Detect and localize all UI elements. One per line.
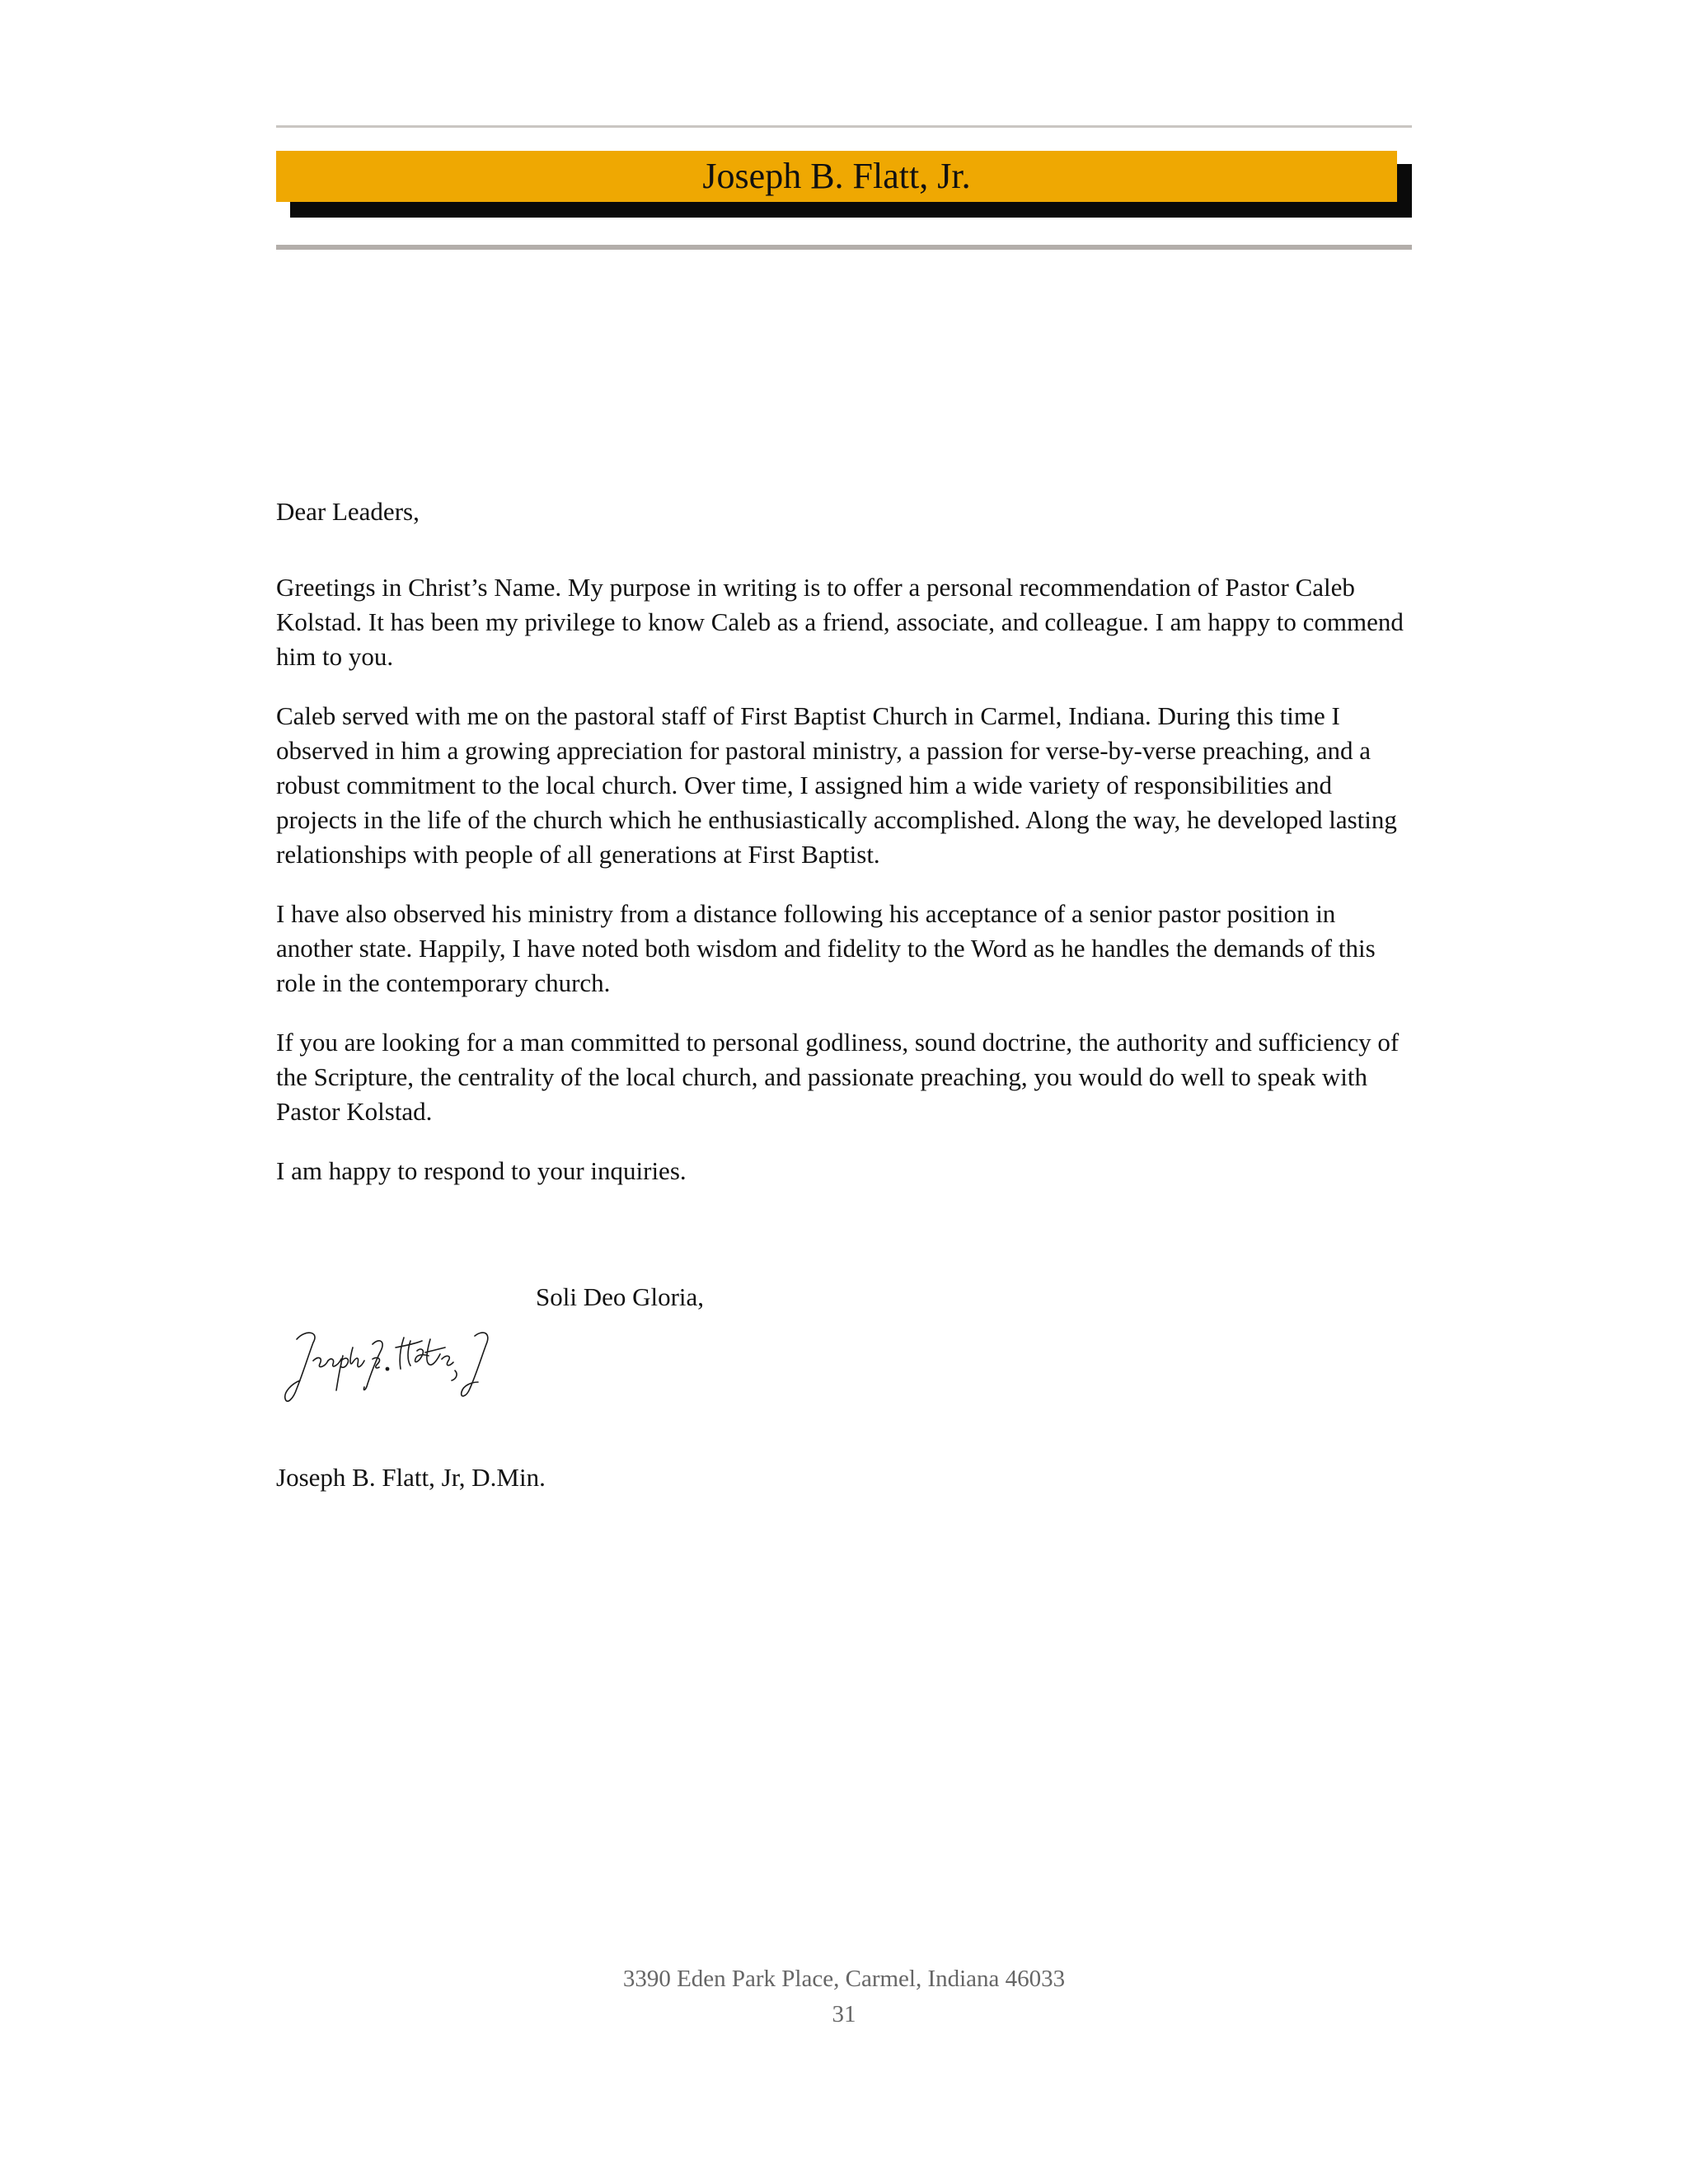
footer-address: 3390 Eden Park Place, Carmel, Indiana 46033 xyxy=(622,1966,1066,1992)
signer-name: Joseph B. Flatt, Jr, D.Min. xyxy=(276,1463,546,1492)
paragraph-greeting: Greetings in Christ’s Name. My purpose in writing is to offer a personal recommendation of Pastor Caleb Kolstad. It has been my privilege to know Caleb as a friend, associate, and colleague. I am happy to commend him to you. xyxy=(276,573,1404,671)
letterhead-top-rule xyxy=(276,125,1412,128)
letterhead-bottom-rule xyxy=(276,245,1412,250)
paragraph-recommendation: If you are looking for a man committed to personal godliness, sound doctrine, the authority and sufficiency of the Scripture, the centrality of the local church, and passionate preaching, you would do well to speak with Pastor Kolstad. xyxy=(276,1028,1400,1126)
closing: Soli Deo Gloria, xyxy=(536,1282,705,1311)
letterhead-name: Joseph B. Flatt, Jr. xyxy=(702,156,971,196)
letter-body xyxy=(276,494,1418,1213)
letterhead-banner xyxy=(276,151,1397,202)
paragraph-closing-offer: I am happy to respond to your inquiries. xyxy=(276,1156,687,1185)
page-number-text: 31 xyxy=(832,2001,856,2027)
page-number xyxy=(0,2001,1688,2027)
paragraph-service: Caleb served with me on the pastoral staff of First Baptist Church in Carmel, Indiana. During this time I observed in him a growing appreciation for pastoral ministry, a passion for verse-by-verse preaching, and a robust commitment to the local church. Over time, I assigned him a wide variety of responsibilities and projects in the life of the church which he enthusiastically accomplished. Along the way, he developed lasting relationships with people of all generations at First Baptist. xyxy=(276,701,1397,869)
handwritten-signature xyxy=(280,1323,503,1413)
paragraph-observation: I have also observed his ministry from a distance following his acceptance of a senior pastor position in another state. Happily, I have noted both wisdom and fidelity to the Word as he handles the demands of this role in the contemporary church. xyxy=(276,899,1376,997)
salutation: Dear Leaders, xyxy=(276,497,420,526)
